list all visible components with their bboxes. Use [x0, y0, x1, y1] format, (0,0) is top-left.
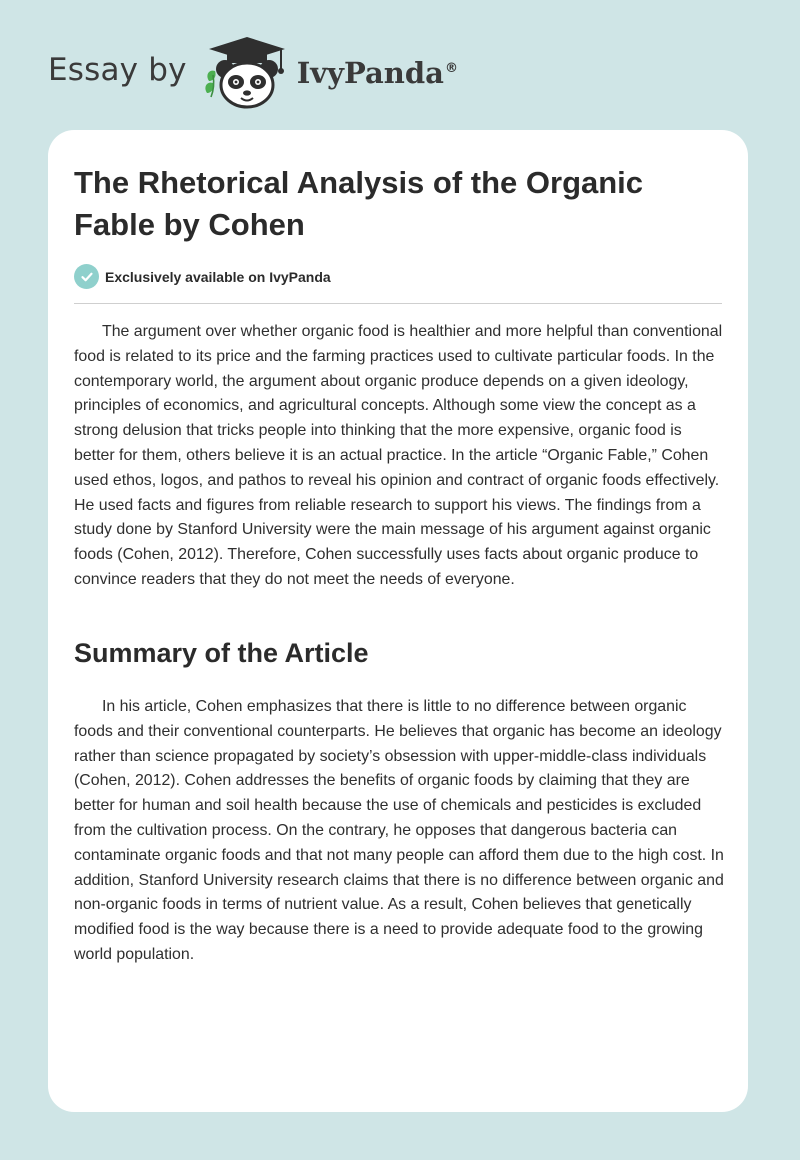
divider [74, 303, 722, 304]
summary-paragraph: In his article, Cohen emphasizes that there is little to no difference between organic foods and their conventional counterparts. He believes that organic has become an ideology rather than science propagated by society’s obsession with upper-middle-class individuals (Cohen, 2012). Cohen addresses the benefits of organic foods by claiming that they are better for human and soil health because the use of chemicals and pesticides is excluded from the cultivation process. On the contrary, he opposes that dangerous bacteria can contaminate organic foods and that not many people can afford them due to the high cost. In addition, Stanford University research claims that there is no difference between organic and non-organic foods in terms of nutrient value. As a result, Cohen believes that genetically modified food is the way because there is a need to provide adequate food to the growing world population. [74, 698, 724, 963]
section-heading: Summary of the Article [74, 638, 369, 668]
panda-graduate-icon[interactable] [201, 35, 293, 109]
badge-text: Exclusively available on IvyPanda [105, 268, 331, 285]
site-header [48, 36, 458, 108]
brand-prefix: Essay by [48, 52, 187, 88]
check-circle-icon [74, 264, 99, 289]
registered-mark: ® [444, 61, 458, 77]
brand-name[interactable] [297, 56, 458, 90]
intro-paragraph: The argument over whether organic food is healthier and more helpful than conventional food is related to its price and the farming practices used to cultivate particular foods. In the contemporary world, the argument about organic produce depends on a given ideology, principles of economics, and agricultural concepts. Although some view the concept as a strong delusion that tricks people into thinking that the more expensive, organic food is better for them, others believe it is an actual practice. In the article “Organic Fable,” Cohen used ethos, logos, and pathos to reveal his opinion and contract of organic foods effectively. He used facts and figures from reliable research to support his views. The findings from a study done by Stanford University were the main message of his argument against organic foods (Cohen, 2012). Therefore, Cohen successfully uses facts about organic produce to convince readers that they do not meet the needs of everyone. [74, 323, 723, 588]
exclusive-badge [74, 264, 331, 289]
brand-name-text: IvyPanda [296, 56, 444, 90]
page-title: The Rhetorical Analysis of the Organic Fable by Cohen [74, 165, 644, 242]
article-card [48, 130, 748, 1112]
